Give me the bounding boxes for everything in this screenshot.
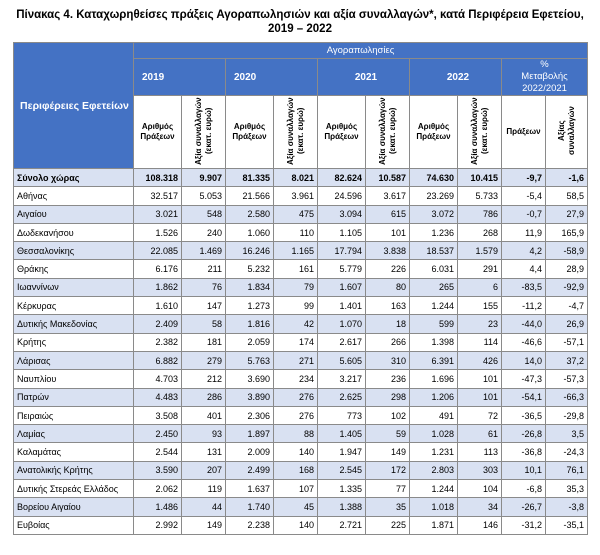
cell-value-2020: 168 bbox=[274, 461, 318, 479]
cell-count-2022: 23.269 bbox=[410, 187, 458, 205]
cell-value-2022: 34 bbox=[458, 498, 502, 516]
region-name: Δωδεκανήσου bbox=[14, 223, 134, 241]
cell-count-2020: 3.890 bbox=[226, 388, 274, 406]
cell-count-2019: 1.610 bbox=[134, 297, 182, 315]
cell-value-2020: 276 bbox=[274, 406, 318, 424]
cell-value-2021: 172 bbox=[366, 461, 410, 479]
cell-value-2020: 174 bbox=[274, 333, 318, 351]
cell-count-2020: 5.763 bbox=[226, 351, 274, 369]
cell-pct-count: -6,8 bbox=[502, 480, 546, 498]
table-row bbox=[14, 242, 588, 260]
cell-pct-count: -11,2 bbox=[502, 297, 546, 315]
table-row bbox=[14, 297, 588, 315]
cell-count-2021: 1.947 bbox=[318, 443, 366, 461]
cell-value-2019: 147 bbox=[182, 297, 226, 315]
cell-count-2021: 2.625 bbox=[318, 388, 366, 406]
sub-header-value-2022: Αξία συναλλαγών (εκατ. ευρώ) bbox=[458, 96, 502, 169]
cell-count-2022: 1.018 bbox=[410, 498, 458, 516]
cell-value-2019: 131 bbox=[182, 443, 226, 461]
cell-count-2021: 17.794 bbox=[318, 242, 366, 260]
cell-count-2020: 2.499 bbox=[226, 461, 274, 479]
cell-value-2021: 35 bbox=[366, 498, 410, 516]
region-name: Ευβοίας bbox=[14, 516, 134, 534]
cell-count-2019: 108.318 bbox=[134, 169, 182, 187]
pct-word: Μεταβολής bbox=[521, 71, 568, 82]
cell-count-2021: 2.721 bbox=[318, 516, 366, 534]
title-line-1: Πίνακας 4. Καταχωρηθείσες πράξεις Αγοραπωλησιών και αξία συναλλαγών*, κατά Περιφέρεια Εφετείου, bbox=[16, 9, 584, 21]
year-header-2019: 2019 bbox=[134, 59, 226, 96]
pct-period: 2022/2021 bbox=[522, 83, 567, 94]
cell-value-2022: 426 bbox=[458, 351, 502, 369]
cell-pct-value: 37,2 bbox=[546, 351, 588, 369]
cell-pct-value: 35,3 bbox=[546, 480, 588, 498]
cell-value-2020: 99 bbox=[274, 297, 318, 315]
cell-pct-value: -92,9 bbox=[546, 278, 588, 296]
cell-count-2022: 18.537 bbox=[410, 242, 458, 260]
cell-count-2021: 5.779 bbox=[318, 260, 366, 278]
cell-value-2019: 149 bbox=[182, 516, 226, 534]
table-row bbox=[14, 223, 588, 241]
cell-value-2022: 72 bbox=[458, 406, 502, 424]
region-name: Λαμίας bbox=[14, 425, 134, 443]
sub-header-count-2021: Αριθμός Πράξεων bbox=[318, 96, 366, 169]
cell-count-2022: 1.231 bbox=[410, 443, 458, 461]
cell-pct-value: -57,1 bbox=[546, 333, 588, 351]
table-row bbox=[14, 278, 588, 296]
cell-pct-count: -54,1 bbox=[502, 388, 546, 406]
region-name: Πατρών bbox=[14, 388, 134, 406]
cell-value-2020: 45 bbox=[274, 498, 318, 516]
cell-value-2019: 76 bbox=[182, 278, 226, 296]
cell-count-2019: 2.450 bbox=[134, 425, 182, 443]
region-name: Δυτικής Στερεάς Ελλάδος bbox=[14, 480, 134, 498]
cell-pct-value: -29,8 bbox=[546, 406, 588, 424]
year-header-2020: 2020 bbox=[226, 59, 318, 96]
cell-count-2022: 3.072 bbox=[410, 205, 458, 223]
cell-value-2021: 298 bbox=[366, 388, 410, 406]
cell-count-2019: 2.062 bbox=[134, 480, 182, 498]
cell-value-2021: 3.838 bbox=[366, 242, 410, 260]
cell-pct-count: 10,1 bbox=[502, 461, 546, 479]
total-row bbox=[14, 169, 588, 187]
table-row bbox=[14, 260, 588, 278]
table-row bbox=[14, 388, 588, 406]
cell-pct-count: 4,4 bbox=[502, 260, 546, 278]
cell-value-2021: 77 bbox=[366, 480, 410, 498]
cell-pct-count: -47,3 bbox=[502, 370, 546, 388]
cell-pct-value: -58,9 bbox=[546, 242, 588, 260]
cell-pct-count: -0,7 bbox=[502, 205, 546, 223]
cell-value-2022: 786 bbox=[458, 205, 502, 223]
cell-value-2019: 93 bbox=[182, 425, 226, 443]
cell-value-2022: 6 bbox=[458, 278, 502, 296]
year-header-2022: 2022 bbox=[410, 59, 502, 96]
cell-value-2020: 3.961 bbox=[274, 187, 318, 205]
region-name: Σύνολο χώρας bbox=[14, 169, 134, 187]
cell-count-2022: 1.244 bbox=[410, 297, 458, 315]
cell-count-2021: 82.624 bbox=[318, 169, 366, 187]
cell-pct-count: -26,7 bbox=[502, 498, 546, 516]
cell-pct-value: 3,5 bbox=[546, 425, 588, 443]
table-row bbox=[14, 315, 588, 333]
cell-count-2020: 2.009 bbox=[226, 443, 274, 461]
cell-count-2021: 2.617 bbox=[318, 333, 366, 351]
cell-value-2022: 101 bbox=[458, 370, 502, 388]
cell-value-2021: 149 bbox=[366, 443, 410, 461]
cell-pct-count: -36,5 bbox=[502, 406, 546, 424]
cell-value-2021: 266 bbox=[366, 333, 410, 351]
cell-value-2020: 140 bbox=[274, 443, 318, 461]
cell-value-2021: 615 bbox=[366, 205, 410, 223]
cell-value-2021: 80 bbox=[366, 278, 410, 296]
region-name: Πειραιώς bbox=[14, 406, 134, 424]
cell-count-2019: 32.517 bbox=[134, 187, 182, 205]
cell-pct-value: -4,7 bbox=[546, 297, 588, 315]
cell-pct-count: -36,8 bbox=[502, 443, 546, 461]
cell-count-2019: 1.486 bbox=[134, 498, 182, 516]
sub-header-value-2019: Αξία συναλλαγών (εκατ. ευρώ) bbox=[182, 96, 226, 169]
data-table bbox=[13, 42, 588, 535]
cell-value-2022: 5.733 bbox=[458, 187, 502, 205]
cell-value-2021: 102 bbox=[366, 406, 410, 424]
sub-header-value-2020: Αξία συναλλαγών (εκατ. ευρώ) bbox=[274, 96, 318, 169]
cell-pct-value: 26,9 bbox=[546, 315, 588, 333]
sub-header-pct-count: Πράξεων bbox=[502, 96, 546, 169]
region-name: Δυτικής Μακεδονίας bbox=[14, 315, 134, 333]
sub-header-count-2019: Αριθμός Πράξεων bbox=[134, 96, 182, 169]
cell-count-2022: 74.630 bbox=[410, 169, 458, 187]
cell-count-2020: 5.232 bbox=[226, 260, 274, 278]
sub-header-pct-value: Αξίας συναλλαγών bbox=[546, 96, 588, 169]
cell-value-2020: 276 bbox=[274, 388, 318, 406]
cell-value-2020: 1.165 bbox=[274, 242, 318, 260]
cell-value-2021: 101 bbox=[366, 223, 410, 241]
table-body bbox=[14, 169, 588, 535]
cell-value-2019: 286 bbox=[182, 388, 226, 406]
cell-value-2019: 207 bbox=[182, 461, 226, 479]
cell-value-2019: 548 bbox=[182, 205, 226, 223]
region-name: Ναυπλίου bbox=[14, 370, 134, 388]
cell-pct-count: -5,4 bbox=[502, 187, 546, 205]
cell-count-2022: 1.236 bbox=[410, 223, 458, 241]
region-name: Καλαμάτας bbox=[14, 443, 134, 461]
cell-value-2019: 44 bbox=[182, 498, 226, 516]
cell-value-2021: 310 bbox=[366, 351, 410, 369]
cell-count-2020: 1.273 bbox=[226, 297, 274, 315]
cell-count-2021: 3.217 bbox=[318, 370, 366, 388]
cell-pct-value: -3,8 bbox=[546, 498, 588, 516]
cell-value-2021: 59 bbox=[366, 425, 410, 443]
cell-value-2021: 225 bbox=[366, 516, 410, 534]
cell-pct-count: -26,8 bbox=[502, 425, 546, 443]
cell-count-2020: 2.306 bbox=[226, 406, 274, 424]
cell-count-2022: 1.206 bbox=[410, 388, 458, 406]
cell-value-2021: 3.617 bbox=[366, 187, 410, 205]
cell-count-2019: 2.382 bbox=[134, 333, 182, 351]
region-name: Ανατολικής Κρήτης bbox=[14, 461, 134, 479]
cell-pct-count: 4,2 bbox=[502, 242, 546, 260]
cell-count-2022: 265 bbox=[410, 278, 458, 296]
table-row bbox=[14, 480, 588, 498]
cell-pct-value: 27,9 bbox=[546, 205, 588, 223]
cell-value-2019: 212 bbox=[182, 370, 226, 388]
cell-count-2022: 599 bbox=[410, 315, 458, 333]
table-row bbox=[14, 443, 588, 461]
cell-count-2020: 81.335 bbox=[226, 169, 274, 187]
table-row bbox=[14, 370, 588, 388]
cell-pct-count: 14,0 bbox=[502, 351, 546, 369]
cell-count-2021: 1.607 bbox=[318, 278, 366, 296]
cell-count-2020: 2.059 bbox=[226, 333, 274, 351]
cell-value-2020: 140 bbox=[274, 516, 318, 534]
cell-pct-value: 28,9 bbox=[546, 260, 588, 278]
cell-count-2021: 24.596 bbox=[318, 187, 366, 205]
cell-value-2020: 110 bbox=[274, 223, 318, 241]
cell-value-2019: 211 bbox=[182, 260, 226, 278]
cell-count-2019: 3.590 bbox=[134, 461, 182, 479]
sub-header-count-2022: Αριθμός Πράξεων bbox=[410, 96, 458, 169]
cell-value-2020: 88 bbox=[274, 425, 318, 443]
table-row bbox=[14, 406, 588, 424]
cell-value-2022: 23 bbox=[458, 315, 502, 333]
cell-count-2020: 1.637 bbox=[226, 480, 274, 498]
cell-value-2022: 1.579 bbox=[458, 242, 502, 260]
cell-value-2021: 236 bbox=[366, 370, 410, 388]
cell-pct-value: -1,6 bbox=[546, 169, 588, 187]
table-row bbox=[14, 333, 588, 351]
region-name: Κέρκυρας bbox=[14, 297, 134, 315]
region-name: Θεσσαλονίκης bbox=[14, 242, 134, 260]
cell-count-2022: 1.696 bbox=[410, 370, 458, 388]
cell-count-2022: 2.803 bbox=[410, 461, 458, 479]
cell-count-2019: 6.176 bbox=[134, 260, 182, 278]
region-name: Κρήτης bbox=[14, 333, 134, 351]
cell-value-2022: 10.415 bbox=[458, 169, 502, 187]
cell-count-2019: 2.992 bbox=[134, 516, 182, 534]
cell-value-2022: 114 bbox=[458, 333, 502, 351]
cell-pct-value: 165,9 bbox=[546, 223, 588, 241]
cell-value-2020: 107 bbox=[274, 480, 318, 498]
cell-count-2020: 3.690 bbox=[226, 370, 274, 388]
table-title bbox=[0, 0, 600, 36]
cell-count-2022: 6.391 bbox=[410, 351, 458, 369]
cell-pct-count: 11,9 bbox=[502, 223, 546, 241]
cell-value-2020: 271 bbox=[274, 351, 318, 369]
region-header: Περιφέρειες Εφετείων bbox=[14, 43, 134, 169]
cell-count-2021: 3.094 bbox=[318, 205, 366, 223]
cell-count-2020: 1.740 bbox=[226, 498, 274, 516]
cell-count-2021: 1.401 bbox=[318, 297, 366, 315]
sub-header-count-2020: Αριθμός Πράξεων bbox=[226, 96, 274, 169]
cell-count-2021: 2.545 bbox=[318, 461, 366, 479]
cell-count-2019: 22.085 bbox=[134, 242, 182, 260]
title-line-2: 2019 – 2022 bbox=[268, 23, 332, 35]
cell-value-2019: 119 bbox=[182, 480, 226, 498]
cell-value-2022: 146 bbox=[458, 516, 502, 534]
table-row bbox=[14, 187, 588, 205]
region-name: Αιγαίου bbox=[14, 205, 134, 223]
cell-count-2019: 3.508 bbox=[134, 406, 182, 424]
cell-value-2021: 18 bbox=[366, 315, 410, 333]
cell-value-2022: 113 bbox=[458, 443, 502, 461]
cell-pct-count: -44,0 bbox=[502, 315, 546, 333]
cell-count-2020: 21.566 bbox=[226, 187, 274, 205]
table-row bbox=[14, 351, 588, 369]
cell-count-2019: 1.862 bbox=[134, 278, 182, 296]
cell-count-2021: 1.405 bbox=[318, 425, 366, 443]
cell-count-2020: 16.246 bbox=[226, 242, 274, 260]
cell-count-2021: 1.388 bbox=[318, 498, 366, 516]
cell-count-2021: 1.335 bbox=[318, 480, 366, 498]
group-header: Αγοραπωλησίες bbox=[134, 43, 588, 59]
cell-value-2020: 79 bbox=[274, 278, 318, 296]
cell-count-2021: 1.070 bbox=[318, 315, 366, 333]
cell-pct-value: -57,3 bbox=[546, 370, 588, 388]
cell-value-2022: 101 bbox=[458, 388, 502, 406]
cell-value-2019: 279 bbox=[182, 351, 226, 369]
region-name: Βορείου Αιγαίου bbox=[14, 498, 134, 516]
cell-count-2022: 1.244 bbox=[410, 480, 458, 498]
cell-count-2022: 1.028 bbox=[410, 425, 458, 443]
table-row bbox=[14, 461, 588, 479]
cell-count-2022: 6.031 bbox=[410, 260, 458, 278]
table-row bbox=[14, 516, 588, 534]
cell-value-2019: 240 bbox=[182, 223, 226, 241]
cell-pct-value: -24,3 bbox=[546, 443, 588, 461]
cell-value-2020: 42 bbox=[274, 315, 318, 333]
region-name: Θράκης bbox=[14, 260, 134, 278]
cell-pct-count: -9,7 bbox=[502, 169, 546, 187]
cell-value-2022: 303 bbox=[458, 461, 502, 479]
cell-value-2019: 1.469 bbox=[182, 242, 226, 260]
cell-count-2019: 3.021 bbox=[134, 205, 182, 223]
region-name: Λάρισας bbox=[14, 351, 134, 369]
year-header-2021: 2021 bbox=[318, 59, 410, 96]
cell-pct-count: -31,2 bbox=[502, 516, 546, 534]
cell-count-2021: 773 bbox=[318, 406, 366, 424]
region-name: Ιωαννίνων bbox=[14, 278, 134, 296]
cell-count-2019: 4.703 bbox=[134, 370, 182, 388]
table-row bbox=[14, 205, 588, 223]
cell-count-2019: 6.882 bbox=[134, 351, 182, 369]
cell-value-2022: 61 bbox=[458, 425, 502, 443]
cell-value-2019: 401 bbox=[182, 406, 226, 424]
cell-pct-count: -46,6 bbox=[502, 333, 546, 351]
cell-value-2019: 9.907 bbox=[182, 169, 226, 187]
cell-count-2021: 5.605 bbox=[318, 351, 366, 369]
cell-count-2020: 1.060 bbox=[226, 223, 274, 241]
cell-count-2019: 1.526 bbox=[134, 223, 182, 241]
cell-value-2021: 226 bbox=[366, 260, 410, 278]
cell-value-2022: 291 bbox=[458, 260, 502, 278]
cell-value-2019: 5.053 bbox=[182, 187, 226, 205]
cell-pct-value: 76,1 bbox=[546, 461, 588, 479]
cell-value-2019: 58 bbox=[182, 315, 226, 333]
cell-count-2019: 2.544 bbox=[134, 443, 182, 461]
region-name: Αθήνας bbox=[14, 187, 134, 205]
cell-pct-count: -83,5 bbox=[502, 278, 546, 296]
table-row bbox=[14, 425, 588, 443]
cell-count-2021: 1.105 bbox=[318, 223, 366, 241]
cell-value-2019: 181 bbox=[182, 333, 226, 351]
cell-count-2020: 1.834 bbox=[226, 278, 274, 296]
cell-count-2020: 1.897 bbox=[226, 425, 274, 443]
cell-value-2020: 8.021 bbox=[274, 169, 318, 187]
cell-value-2022: 268 bbox=[458, 223, 502, 241]
cell-pct-value: 58,5 bbox=[546, 187, 588, 205]
cell-count-2022: 1.871 bbox=[410, 516, 458, 534]
cell-value-2021: 10.587 bbox=[366, 169, 410, 187]
pct-change-header bbox=[502, 59, 588, 96]
cell-count-2020: 1.816 bbox=[226, 315, 274, 333]
cell-value-2021: 163 bbox=[366, 297, 410, 315]
cell-pct-value: -35,1 bbox=[546, 516, 588, 534]
cell-pct-value: -66,3 bbox=[546, 388, 588, 406]
cell-value-2022: 155 bbox=[458, 297, 502, 315]
cell-count-2022: 1.398 bbox=[410, 333, 458, 351]
pct-symbol: % bbox=[540, 59, 549, 70]
cell-value-2020: 161 bbox=[274, 260, 318, 278]
sub-header-value-2021: Αξία συναλλαγών (εκατ. ευρώ) bbox=[366, 96, 410, 169]
cell-value-2022: 104 bbox=[458, 480, 502, 498]
cell-count-2020: 2.580 bbox=[226, 205, 274, 223]
cell-value-2020: 475 bbox=[274, 205, 318, 223]
cell-count-2019: 4.483 bbox=[134, 388, 182, 406]
cell-count-2022: 491 bbox=[410, 406, 458, 424]
cell-count-2019: 2.409 bbox=[134, 315, 182, 333]
cell-value-2020: 234 bbox=[274, 370, 318, 388]
cell-count-2020: 2.238 bbox=[226, 516, 274, 534]
table-row bbox=[14, 498, 588, 516]
